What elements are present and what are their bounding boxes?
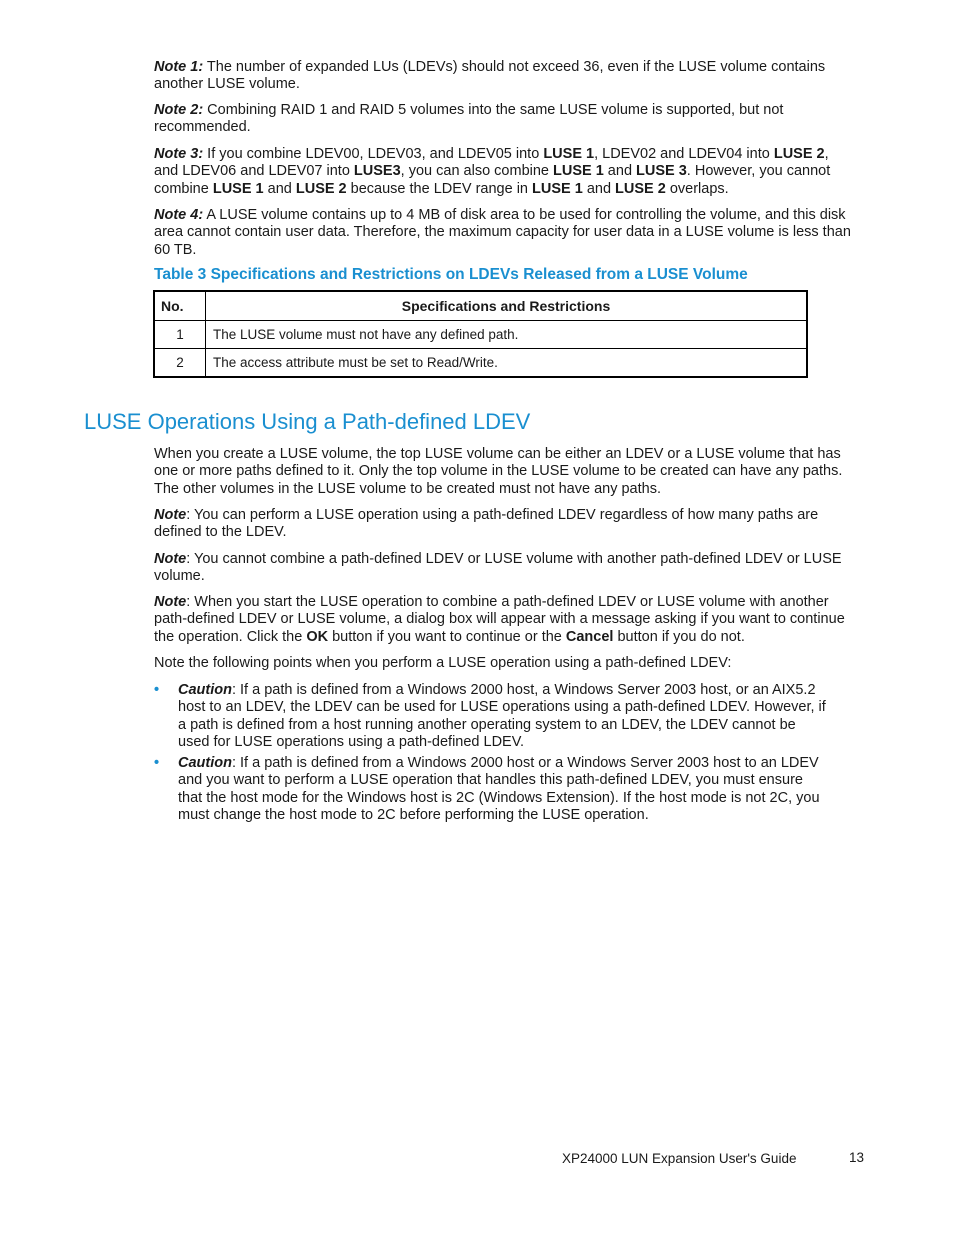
column-header-no: No.	[154, 291, 206, 321]
note-label: Note 4:	[154, 207, 204, 223]
note-label: Note	[154, 507, 187, 523]
note-label: Note	[154, 594, 187, 610]
row-text: The LUSE volume must not have any defined path.	[206, 321, 808, 349]
row-number: 1	[154, 321, 206, 349]
table-row	[154, 321, 807, 349]
note-label: Note	[154, 551, 187, 567]
note-1: Note 1: The number of expanded LUs (LDEVs) should not exceed 36, even if the LUSE volume contains another LUSE volume.	[154, 59, 826, 93]
ok-label: OK	[306, 628, 329, 645]
note-2: Note 2: Combining RAID 1 and RAID 5 volumes into the same LUSE volume is supported, but not recommended.	[154, 102, 784, 136]
page-number: 13	[849, 1150, 865, 1165]
section-heading: LUSE Operations Using a Path-defined LDEV	[84, 409, 531, 434]
note-3: Note 3: If you combine LDEV00, LDEV03, and LDEV05 into LUSE 1, LDEV02 and LDEV04 into LUSE 2, and LDEV06 and LDEV07 into LUSE3, you can also combine LUSE 1 and LUSE 3. However, you cannot combine LUSE 1 and LUSE 2 because the LDEV range in LUSE 1 and LUSE 2 overlaps.	[154, 146, 831, 197]
caution-label: Caution	[178, 682, 232, 698]
list-item: • Caution: If a path is defined from a Windows 2000 host or a Windows Server 2003 host to an LDEV and you want to perform a LUSE operation that handles this path-defined LDEV, you must ensure that the host mode for the Windows host is 2C (Windows Extension). If the host mode is not 2C, you must change the host mode to 2C before performing the LUSE operation.	[154, 755, 820, 824]
column-header-spec: Specifications and Restrictions	[206, 291, 808, 321]
cancel-label: Cancel	[565, 628, 614, 645]
bullet-icon: •	[154, 682, 160, 698]
list-item: • Caution: If a path is defined from a Windows 2000 host, a Windows Server 2003 host, or an AIX5.2 host to an LDEV, the LDEV can be used for LUSE operations using a path-defined LDEV. However, if a path is defined from a host running another operating system to an LDEV, the LDEV cannot be used for LUSE operations using a path-defined LDEV.	[154, 682, 826, 750]
note-4: Note 4: A LUSE volume contains up to 4 MB of disk area to be used for controlling the volume, and this disk area cannot contain user data. Therefore, the maximum capacity for user data in a LUSE volume is less than 60 TB.	[154, 207, 851, 258]
row-text: The access attribute must be set to Read/Write.	[206, 349, 808, 378]
note-label: Note 1:	[154, 59, 204, 75]
caution-list	[154, 682, 830, 828]
table-header-row	[154, 291, 807, 321]
section-intro: When you create a LUSE volume, the top LUSE volume can be either an LDEV or a LUSE volume that has one or more paths defined to it. Only the top volume in the LUSE volume to be created can have any paths. The other volumes in the LUSE volume to be created must not have any paths.	[154, 446, 843, 497]
note-dialog: Note: When you start the LUSE operation to combine a path-defined LDEV or LUSE volume with another path-defined LDEV or LUSE volume, a dialog box will appear with a message asking if you want to continue the operation. Click the OK button if you want to continue or the Cancel button if you do not.	[154, 594, 845, 645]
note-path-count: Note: You can perform a LUSE operation using a path-defined LDEV regardless of how many paths are defined to the LDEV.	[154, 507, 819, 541]
bullet-icon: •	[154, 755, 160, 772]
table-caption: Table 3 Specifications and Restrictions on LDEVs Released from a LUSE Volume	[154, 266, 748, 283]
spec-table	[153, 290, 808, 378]
points-intro: Note the following points when you perform a LUSE operation using a path-defined LDEV:	[154, 655, 732, 671]
note-no-combine: Note: You cannot combine a path-defined LDEV or LUSE volume with another path-defined LDEV or LUSE volume.	[154, 551, 842, 585]
table-row	[154, 349, 807, 378]
caution-label: Caution	[178, 755, 232, 772]
note-label: Note 3:	[154, 146, 204, 162]
footer-title: XP24000 LUN Expansion User's Guide	[562, 1151, 797, 1166]
note-label: Note 2:	[154, 102, 204, 118]
row-number: 2	[154, 349, 206, 378]
